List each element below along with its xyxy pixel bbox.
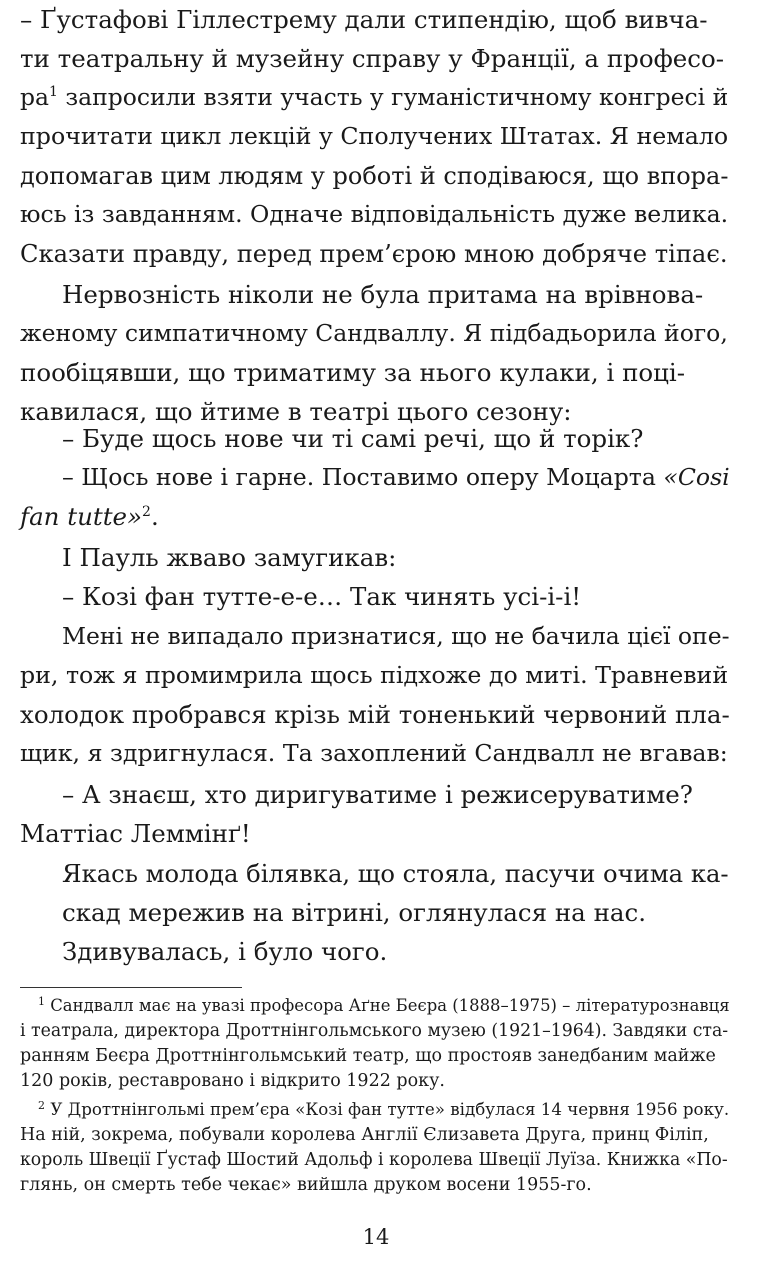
text-line: Мені не випадало признатися, що не бачила цієї опе- [62,622,730,650]
text-line: ри, тож я промимрила щось підхоже до миті. Травневий [20,661,729,689]
text-line: fan tutte»$^2$. [20,502,159,531]
text-line: – А знаєш, хто диригуватиме і режисеруватиме? [62,780,693,809]
text-line: Здивувалась, і було чого. [62,937,388,966]
text-line: прочитати цикл лекцій у Сполучених Штатах. Я немало [20,122,729,150]
text-line: допомагав цим людям у роботі й сподіваюся, що впора- [20,162,729,190]
book-page [20,0,732,1280]
text-line: Нервозність ніколи не була притама на врівнова- [62,280,704,309]
text-line: женому симпатичному Сандваллу. Я підбадьорила його, [20,319,728,347]
text-line: скад мережив на вітрині, оглянулася на нас. [62,898,647,927]
text-line: $ра^1$ запросили взяти участь у гуманістичному конгресі й [20,83,729,111]
text-line: ти театральну й музейну справу у Франції, а професо- [20,44,725,73]
footnote-1-line: і театрала, директора Дроттнінгольмського музею (1921–1964). Завдяки ста- [20,1021,729,1041]
footnote-1-line: $^1$ Сандвалл має на увазі професора Аґне Беєра (1888–1975) – літературознавця [38,995,730,1015]
text-line: Сказати правду, перед прем’єрою мною добряче тіпає. [20,240,728,268]
footnote-1-line: ранням Беєра Дроттнінгольмський театр, що простояв занедбаним майже [20,1046,716,1066]
footnote-2-line: На ній, зокрема, побували королева Англії Єлизавета Друга, принц Філіп, [20,1125,709,1145]
text-line: юсь із завданням. Одначе відповідальність дуже велика. [20,200,729,228]
footnote-mark-2: 2 [38,1099,45,1112]
footnote-1-line: 120 років, реставровано і відкрито 1922 року. [20,1071,445,1091]
text-line: пообіцявши, що триматиму за нього кулаки, і поці- [20,358,686,387]
text-line: щик, я здригнулася. Та захоплений Сандвалл не вгавав: [20,739,728,767]
text-line: Маттіас Леммінґ! [20,819,251,848]
footnote-separator [20,987,242,988]
footnote-ref-2[interactable]: 2 [142,504,151,520]
text-line: – Козі фан тутте-е-е… Так чинять усі-і-і! [62,582,582,611]
text-line: – Буде щось нове чи ті самі речі, що й торік? [62,424,644,453]
text-line: – Ґустафові Гіллестрему дали стипендію, щоб вивча- [20,5,708,34]
text-line: – Щось нове і гарне. Поставимо оперу Моцарта «Cosi [62,463,730,491]
text-line: холодок пробрався крізь мій тоненький червоний пла- [20,700,730,729]
text-line: кавилася, що йтиме в театрі цього сезону: [20,397,572,426]
footnote-2-line: король Швеції Ґустаф Шостий Адольф і королева Швеції Луїза. Книжка «По- [20,1150,728,1170]
footnote-2-line: глянь, он смерть тебе чекає» вийшла друком восени 1955-го. [20,1175,592,1195]
text-line: І Пауль жваво замугикав: [62,543,397,572]
page-number: 14 [362,1225,390,1249]
footnote-mark-1: 1 [38,995,45,1008]
text-line: Якась молода білявка, що стояла, пасучи очима ка- [62,859,729,888]
footnote-ref-1[interactable]: 1 [48,84,58,100]
footnote-2-line: $^2$ У Дроттнінгольмі прем’єра «Козі фан тутте» відбулася 14 червня 1956 року. [38,1099,730,1119]
